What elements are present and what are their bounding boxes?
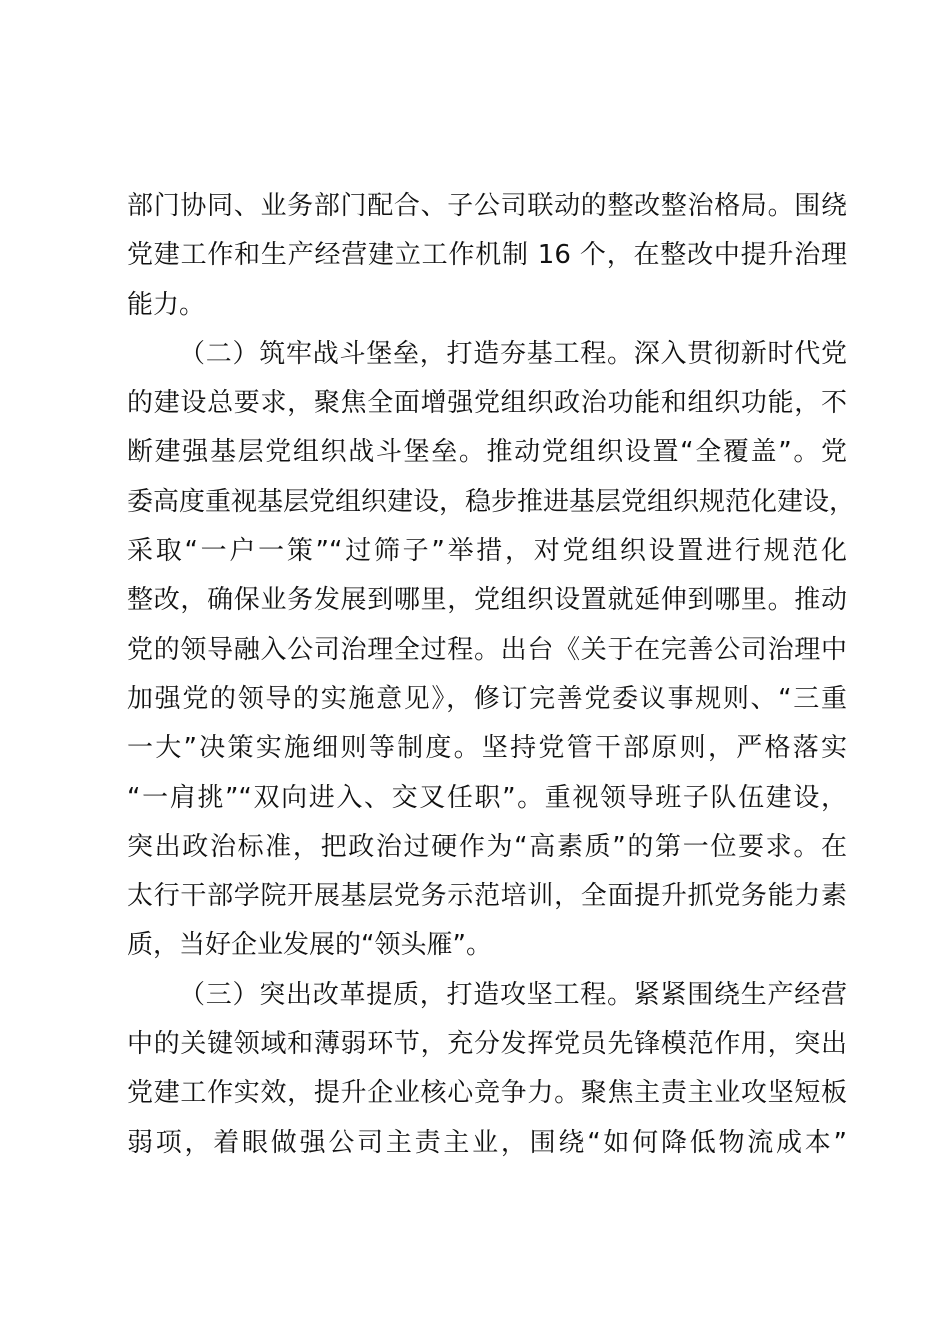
- text-line: 委高度重视基层党组织建设，稳步推进基层党组织规范化建设，: [127, 486, 856, 517]
- text-line: 党建工作实效，提升企业核心竞争力。聚焦主责主业攻坚短板: [127, 1078, 847, 1109]
- text-line: 太行干部学院开展基层党务示范培训，全面提升抓党务能力素: [127, 881, 847, 912]
- text-line: 中的关键领域和薄弱环节，充分发挥党员先锋模范作用，突出: [127, 1029, 847, 1060]
- body-text: [127, 182, 856, 1168]
- text-line: 质，当好企业发展的“领头雁”。: [127, 930, 492, 961]
- text-line: 突出政治标准，把政治过硬作为“高素质”的第一位要求。在: [127, 831, 847, 862]
- text-line: 部门协同、业务部门配合、子公司联动的整改整治格局。围绕: [127, 191, 847, 221]
- text-line: （二）筑牢战斗堡垒，打造夯基工程。深入贯彻新时代党: [179, 338, 847, 369]
- text-line: 加强党的领导的实施意见》，修订完善党委议事规则、“三重: [127, 683, 847, 714]
- text-line: （三）突出改革提质，打造攻坚工程。紧紧围绕生产经营: [179, 979, 847, 1010]
- text-line: 整改，确保业务发展到哪里，党组织设置就延伸到哪里。推动: [127, 585, 847, 616]
- text-line: 断建强基层党组织战斗堡垒。推动党组织设置“全覆盖”。党: [127, 437, 847, 468]
- text-line: 能力。: [127, 289, 206, 320]
- text-line: 的建设总要求，聚焦全面增强党组织政治功能和组织功能，不: [127, 388, 847, 419]
- text-line: 弱项，着眼做强公司主责主业，围绕“如何降低物流成本”: [127, 1127, 847, 1158]
- text-line: 采取“一户一策”“过筛子”举措，对党组织设置进行规范化: [127, 536, 847, 567]
- text-line: “一肩挑”“双向进入、交叉任职”。重视领导班子队伍建设，: [127, 782, 847, 813]
- text-line: 一大”决策实施细则等制度。坚持党管干部原则，严格落实: [127, 733, 847, 764]
- text-line: 党建工作和生产经营建立工作机制 16 个，在整改中提升治理: [127, 240, 847, 271]
- text-line: 党的领导融入公司治理全过程。出台《关于在完善公司治理中: [127, 634, 847, 665]
